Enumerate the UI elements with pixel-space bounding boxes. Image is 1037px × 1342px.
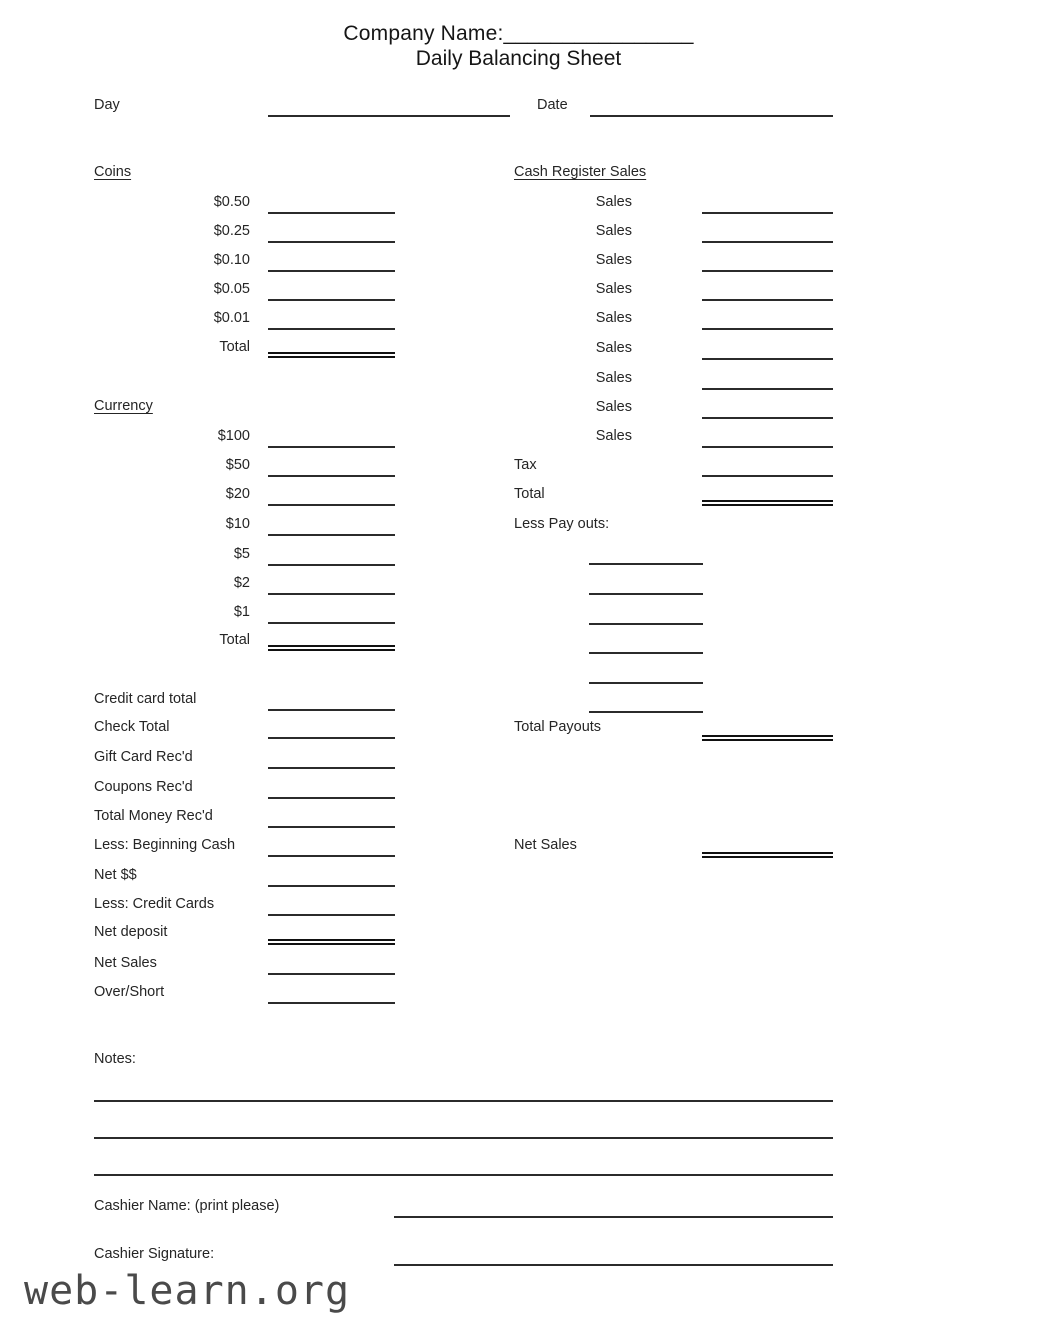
currency-label-20: $20 <box>225 486 250 502</box>
currency-input-100[interactable] <box>268 446 395 448</box>
cashier-name-label: Cashier Name: (print please) <box>94 1198 280 1214</box>
date-label: Date <box>537 97 568 113</box>
coin-input-010[interactable] <box>268 270 395 272</box>
site-watermark: web-learn.org <box>24 1268 351 1314</box>
date-input-rule[interactable] <box>590 115 833 117</box>
sales-label-6: Sales <box>595 340 632 356</box>
currency-label-10: $10 <box>225 516 250 532</box>
tax-input[interactable] <box>702 475 833 477</box>
sales-input-8[interactable] <box>702 417 833 419</box>
currency-heading: Currency <box>94 398 153 414</box>
currency-input-5[interactable] <box>268 564 395 566</box>
coin-label-005: $0.05 <box>213 281 250 297</box>
coupons-recd-input[interactable] <box>268 797 395 799</box>
coin-input-001[interactable] <box>268 328 395 330</box>
check-total-label: Check Total <box>94 719 170 735</box>
tax-label: Tax <box>514 457 537 473</box>
payout-input-4[interactable] <box>589 652 703 654</box>
cashier-name-input[interactable] <box>394 1216 833 1218</box>
sales-input-4[interactable] <box>702 299 833 301</box>
credit-card-total-label: Credit card total <box>94 691 197 707</box>
total-money-recd-label: Total Money Rec'd <box>94 808 213 824</box>
sales-input-1[interactable] <box>702 212 833 214</box>
net-sales-right-input[interactable] <box>702 852 833 858</box>
currency-total-input[interactable] <box>268 645 395 651</box>
sales-label-9: Sales <box>595 428 632 444</box>
payout-input-3[interactable] <box>589 623 703 625</box>
sales-input-7[interactable] <box>702 388 833 390</box>
page-title: Daily Balancing Sheet <box>415 47 622 70</box>
currency-label-1: $1 <box>233 604 250 620</box>
currency-total-label: Total <box>219 632 250 648</box>
sales-label-3: Sales <box>595 252 632 268</box>
currency-input-20[interactable] <box>268 504 395 506</box>
notes-input-1[interactable] <box>94 1100 833 1102</box>
notes-label: Notes: <box>94 1051 136 1067</box>
coin-input-025[interactable] <box>268 241 395 243</box>
currency-input-10[interactable] <box>268 534 395 536</box>
coins-total-input[interactable] <box>268 352 395 358</box>
payout-input-6[interactable] <box>589 711 703 713</box>
credit-card-total-input[interactable] <box>268 709 395 711</box>
register-total-label: Total <box>514 486 545 502</box>
coins-total-label: Total <box>219 339 250 355</box>
sales-input-6[interactable] <box>702 358 833 360</box>
gift-card-recd-input[interactable] <box>268 767 395 769</box>
sales-label-7: Sales <box>595 370 632 386</box>
payout-input-5[interactable] <box>589 682 703 684</box>
payout-input-1[interactable] <box>589 563 703 565</box>
less-beginning-cash-label: Less: Beginning Cash <box>94 837 236 853</box>
currency-input-50[interactable] <box>268 475 395 477</box>
sales-label-2: Sales <box>595 223 632 239</box>
net-dollars-label: Net $$ <box>94 867 137 883</box>
coins-heading: Coins <box>94 164 132 180</box>
currency-label-50: $50 <box>225 457 250 473</box>
sales-label-4: Sales <box>595 281 632 297</box>
over-short-input[interactable] <box>268 1002 395 1004</box>
net-dollars-input[interactable] <box>268 885 395 887</box>
total-payouts-input[interactable] <box>702 735 833 741</box>
sales-label-1: Sales <box>595 194 632 210</box>
coin-input-005[interactable] <box>268 299 395 301</box>
register-total-input[interactable] <box>702 500 833 506</box>
coin-label-010: $0.10 <box>213 252 250 268</box>
net-deposit-input[interactable] <box>268 939 395 945</box>
day-input-rule[interactable] <box>268 115 510 117</box>
sales-input-9[interactable] <box>702 446 833 448</box>
net-sales-left-input[interactable] <box>268 973 395 975</box>
coupons-recd-label: Coupons Rec'd <box>94 779 193 795</box>
currency-label-2: $2 <box>233 575 250 591</box>
gift-card-recd-label: Gift Card Rec'd <box>94 749 193 765</box>
currency-input-2[interactable] <box>268 593 395 595</box>
coin-label-001: $0.01 <box>213 310 250 326</box>
sales-input-3[interactable] <box>702 270 833 272</box>
currency-input-1[interactable] <box>268 622 395 624</box>
total-money-recd-input[interactable] <box>268 826 395 828</box>
cashier-signature-input[interactable] <box>394 1264 833 1266</box>
coin-input-050[interactable] <box>268 212 395 214</box>
less-payouts-heading: Less Pay outs: <box>514 516 610 532</box>
notes-input-3[interactable] <box>94 1174 833 1176</box>
document-header <box>0 22 1037 71</box>
coin-label-050: $0.50 <box>213 194 250 210</box>
net-sales-right-label: Net Sales <box>514 837 577 853</box>
sales-input-2[interactable] <box>702 241 833 243</box>
over-short-label: Over/Short <box>94 984 165 1000</box>
check-total-input[interactable] <box>268 737 395 739</box>
day-label: Day <box>94 97 120 113</box>
sales-label-5: Sales <box>595 310 632 326</box>
coin-label-025: $0.25 <box>213 223 250 239</box>
currency-label-5: $5 <box>233 546 250 562</box>
less-credit-cards-input[interactable] <box>268 914 395 916</box>
notes-input-2[interactable] <box>94 1137 833 1139</box>
total-payouts-label: Total Payouts <box>514 719 602 735</box>
sales-label-8: Sales <box>595 399 632 415</box>
less-credit-cards-label: Less: Credit Cards <box>94 896 215 912</box>
cashier-signature-label: Cashier Signature: <box>94 1246 215 1262</box>
sales-input-5[interactable] <box>702 328 833 330</box>
company-name-field[interactable]: Company Name:________________ <box>343 22 694 45</box>
currency-label-100: $100 <box>217 428 250 444</box>
payout-input-2[interactable] <box>589 593 703 595</box>
net-deposit-label: Net deposit <box>94 924 168 940</box>
cash-register-sales-heading: Cash Register Sales <box>514 164 647 180</box>
less-beginning-cash-input[interactable] <box>268 855 395 857</box>
net-sales-left-label: Net Sales <box>94 955 157 971</box>
